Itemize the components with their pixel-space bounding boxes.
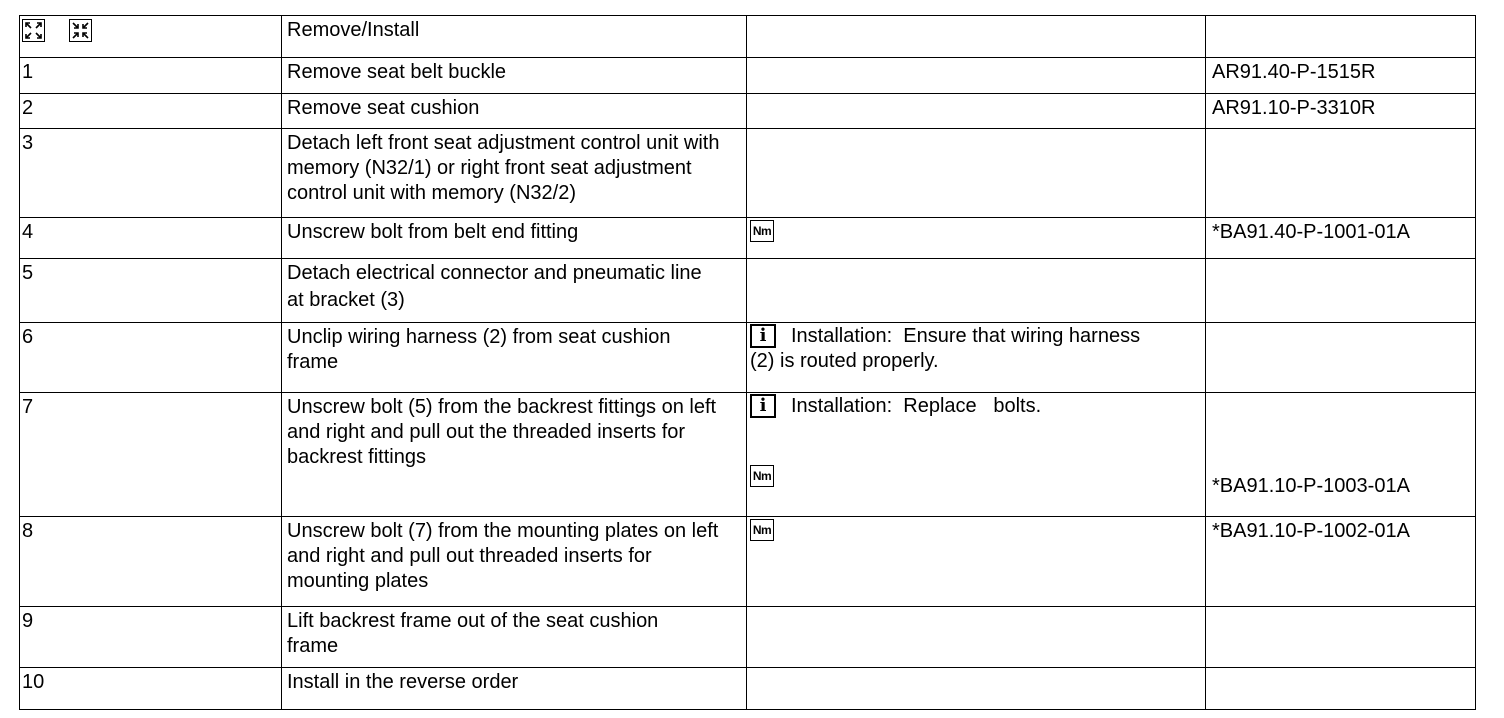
step-description-line: Detach electrical connector and pneumatic line [287,262,702,284]
step-number: 3 [22,132,34,154]
installation-label: Installation: [791,325,893,347]
installation-note: Ensure that wiring harness [903,325,1141,347]
installation-note: Replace bolts. [903,395,1042,417]
table-row [20,94,1476,129]
table-row [20,259,1476,323]
collapse-icon[interactable] [69,19,92,42]
reference-link[interactable]: *BA91.10-P-1003-01A [1212,475,1410,497]
step-description: Unscrew bolt (5) from the backrest fittings on left and right and pull out the threaded inserts for backrest fittings [287,396,717,468]
installation-note-line2: (2) is routed properly. [750,350,939,372]
procedure-table [19,15,1476,710]
torque-nm-icon[interactable]: Nm [750,220,774,242]
step-number: 5 [22,262,34,284]
step-description: Unclip wiring harness (2) from seat cushion frame [287,326,671,373]
page-title: Remove/Install [287,19,420,41]
header-icon-cell [20,16,282,58]
info-icon[interactable]: i [750,324,776,348]
installation-label: Installation: [791,395,893,417]
step-description-line: at bracket (3) [287,289,405,311]
step-number: 1 [22,61,34,83]
table-row [20,393,1476,517]
step-description: Detach left front seat adjustment control unit with memory (N32/1) or right front seat adjustment control unit with memory (N32/2) [287,132,720,204]
reference-link[interactable]: *BA91.10-P-1002-01A [1212,520,1410,542]
step-description: Remove seat belt buckle [287,61,507,83]
header-ref-cell [1206,16,1476,58]
step-number: 10 [22,671,45,693]
step-number: 7 [22,396,34,418]
reference-link[interactable]: AR91.10-P-3310R [1212,97,1376,119]
step-description: Unscrew bolt from belt end fitting [287,221,579,243]
header-title-cell [282,16,747,58]
step-number: 2 [22,97,34,119]
step-number: 4 [22,221,34,243]
step-number: 8 [22,520,34,542]
reference-link[interactable]: *BA91.40-P-1001-01A [1212,221,1410,243]
reference-link[interactable]: AR91.40-P-1515R [1212,61,1376,83]
table-row [20,607,1476,668]
torque-nm-icon[interactable]: Nm [750,519,774,541]
step-description: Lift backrest frame out of the seat cushion frame [287,610,659,657]
step-number: 6 [22,326,34,348]
table-row [20,323,1476,393]
torque-nm-icon[interactable]: Nm [750,465,774,487]
step-description: Unscrew bolt (7) from the mounting plates on left and right and pull out threaded inserts for mounting plates [287,520,719,592]
table-row [20,218,1476,259]
table-row [20,668,1476,710]
step-description: Install in the reverse order [287,671,519,693]
table-row [20,58,1476,94]
step-description: Remove seat cushion [287,97,480,119]
table-header-row [20,16,1476,58]
info-icon[interactable]: i [750,394,776,418]
header-note-cell [747,16,1206,58]
table-row [20,129,1476,218]
table-row [20,517,1476,607]
expand-icon[interactable] [22,19,45,42]
step-number: 9 [22,610,34,632]
